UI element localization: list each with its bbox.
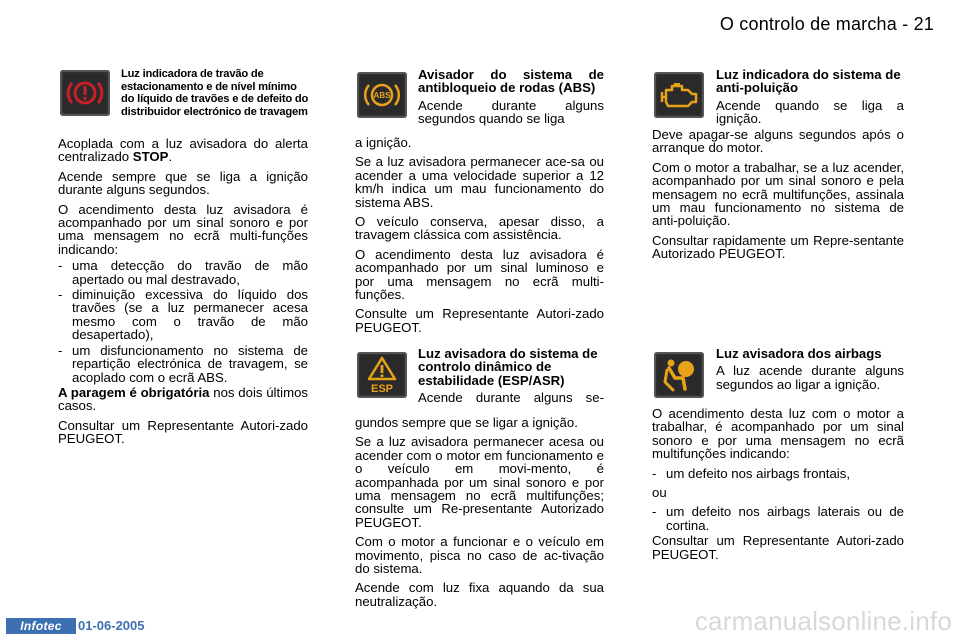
airbag-warning-icon: [654, 352, 704, 398]
col1-paragraph-3: O acendimento desta luz avisadora é acompanhado por um sinal sonoro e por uma mensagem no ecrã multi-funções indicando:: [58, 201, 308, 257]
engine-intro: Acende quando se liga a ignição.: [716, 97, 904, 127]
airbag-head-wrap: [716, 347, 904, 391]
esp-paragraph-3: Com o motor a funcionar e o veículo em movimento, pisca no caso de ac-tivação do sistema.: [355, 534, 604, 577]
col1-list-item: - diminuição excessiva do líquido dos travões (se a luz permanecer acesa mesmo com o travão de mão desapertado),: [58, 287, 308, 343]
airbag-list-item: - um defeito nos airbags frontais,: [652, 467, 904, 480]
engine-paragraph-3: Com o motor a trabalhar, se a luz acender, acompanhado por um sinal sonoro e pela mensagem no ecrã multifunções, assinala um mau funcionamento no sistema de anti-poluição.: [652, 159, 904, 229]
col1-paragraph-5: Consultar um Representante Autori-zado PEUGEOT.: [58, 417, 308, 447]
col1-list-text: uma detecção do travão de mão apertado ou mal destravado,: [72, 258, 308, 287]
infotec-logo: Infotec: [6, 618, 76, 634]
esp-heading: Luz avisadora do sistema de controlo dinâmico de estabilidade (ESP/ASR): [418, 346, 598, 388]
col1-list-item: - uma detecção do travão de mão apertado ou mal destravado,: [58, 258, 308, 287]
abs-paragraph-5: Consulte um Representante Autori-zado PEUGEOT.: [355, 306, 604, 335]
stop-mandatory-text: A paragem é obrigatória: [58, 384, 210, 400]
col1-list-item: - um disfuncionamento no sistema de repartição electrónica de travagem, se acoplado com o ecrã ABS.: [58, 342, 308, 385]
col1-p4-text: nos dois últimos casos.: [58, 384, 308, 414]
col1-p1-text: Acoplada com a luz avisadora do alerta centralizado: [58, 136, 308, 165]
abs-paragraph-2: Se a luz avisadora permanecer ace-sa ou acender a uma velocidade superior a 12 km/h indica um mau funcionamento do sistema ABS.: [355, 154, 604, 210]
parking-brake-warning-icon: [60, 70, 110, 116]
col1-p1-end: .: [168, 149, 173, 165]
col1-list-text: um disfuncionamento no sistema de repartição electrónica de travagem, se acoplado com o ecrã ABS.: [72, 342, 308, 385]
abs-paragraph-4: O acendimento desta luz avisadora é acompanhado por um sinal luminoso e por uma mensagem no ecrã multi-funções.: [355, 246, 604, 303]
esp-icon-label: ESP: [370, 383, 394, 395]
abs-paragraph-3: O veículo conserva, apesar disso, a travagem clássica com assistência.: [355, 214, 604, 243]
esp-paragraph-2: Se a luz avisadora permanecer acesa ou acender com o motor em funcionamento e o veículo em movi-mento, é acompanhada por um sinal sonoro e por uma mensagem no ecrã multifunções; consulte um Re-presentante Autorizado PEUGEOT.: [355, 434, 604, 530]
engine-paragraph-2: Deve apagar-se alguns segundos após o arranque do motor.: [652, 127, 904, 156]
col1-paragraph-1: [58, 137, 308, 164]
airbag-or: ou: [652, 485, 667, 501]
airbag-paragraph-2: O acendimento desta luz com o motor a trabalhar, é acompanhado por um sinal sonoro e por uma mensagem no ecrã multifunções indicando:: [652, 406, 904, 462]
airbag-list-item: - um defeito nos airbags laterais ou de cortina.: [652, 504, 904, 533]
column-3-engine: [652, 128, 904, 267]
esp-warning-icon: [357, 352, 407, 398]
engine-paragraph-4: Consultar rapidamente um Repre-sentante Autorizado PEUGEOT.: [652, 232, 904, 262]
column-2-esp: [355, 416, 604, 614]
engine-heading: Luz indicadora do sistema de anti-poluição: [716, 67, 901, 96]
svg-text:ABS: ABS: [373, 91, 391, 100]
airbag-paragraph-3: Consultar um Representante Autori-zado PEUGEOT.: [652, 533, 904, 562]
airbag-intro: A luz acende durante alguns segundos ao ligar a ignição.: [716, 363, 904, 392]
watermark: carmanualsonline.info: [694, 606, 952, 636]
parking-brake-heading-wrap: [121, 68, 311, 122]
parking-brake-heading: Luz indicadora de travão de estacionamento e de nível mínimo do líquido de travões e de defeito do distribuidor electrónico de travagem: [121, 68, 309, 118]
col1-paragraph-4: [58, 386, 308, 413]
esp-intro: Acende durante alguns se-: [418, 390, 604, 406]
abs-intro-rest: a ignição.: [355, 135, 412, 150]
column-3-airbag: [652, 407, 904, 567]
page-title: O controlo de marcha - 21: [719, 14, 934, 34]
engine-head-wrap: [716, 68, 904, 126]
col1-paragraph-2: Acende sempre que se liga a ignição durante alguns segundos.: [58, 168, 308, 198]
column-2-abs: [355, 136, 604, 340]
abs-intro: Acende durante alguns segundos quando se liga: [418, 97, 604, 127]
airbag-heading: Luz avisadora dos airbags: [716, 346, 882, 361]
stop-label: STOP: [132, 149, 169, 165]
column-1: [58, 137, 308, 452]
engine-check-icon: [654, 72, 704, 118]
esp-paragraph-4: Acende com luz fixa aquando da sua neutralização.: [355, 580, 604, 609]
abs-warning-icon: [357, 72, 407, 118]
abs-heading: Avisador do sistema de antibloqueio de rodas (ABS): [418, 67, 604, 96]
abs-head-wrap: [418, 68, 604, 126]
col1-list-text: diminuição excessiva do líquido dos travões (se a luz permanecer acesa mesmo com o travão de mão desapertado),: [72, 287, 308, 343]
esp-head-wrap: [418, 347, 604, 405]
footer-date: 01-06-2005: [78, 618, 145, 633]
esp-intro-rest: gundos sempre que se ligar a ignição.: [355, 415, 578, 430]
airbag-item-text: um defeito nos airbags laterais ou de cortina.: [666, 504, 904, 533]
airbag-item-text: um defeito nos airbags frontais,: [666, 465, 850, 481]
